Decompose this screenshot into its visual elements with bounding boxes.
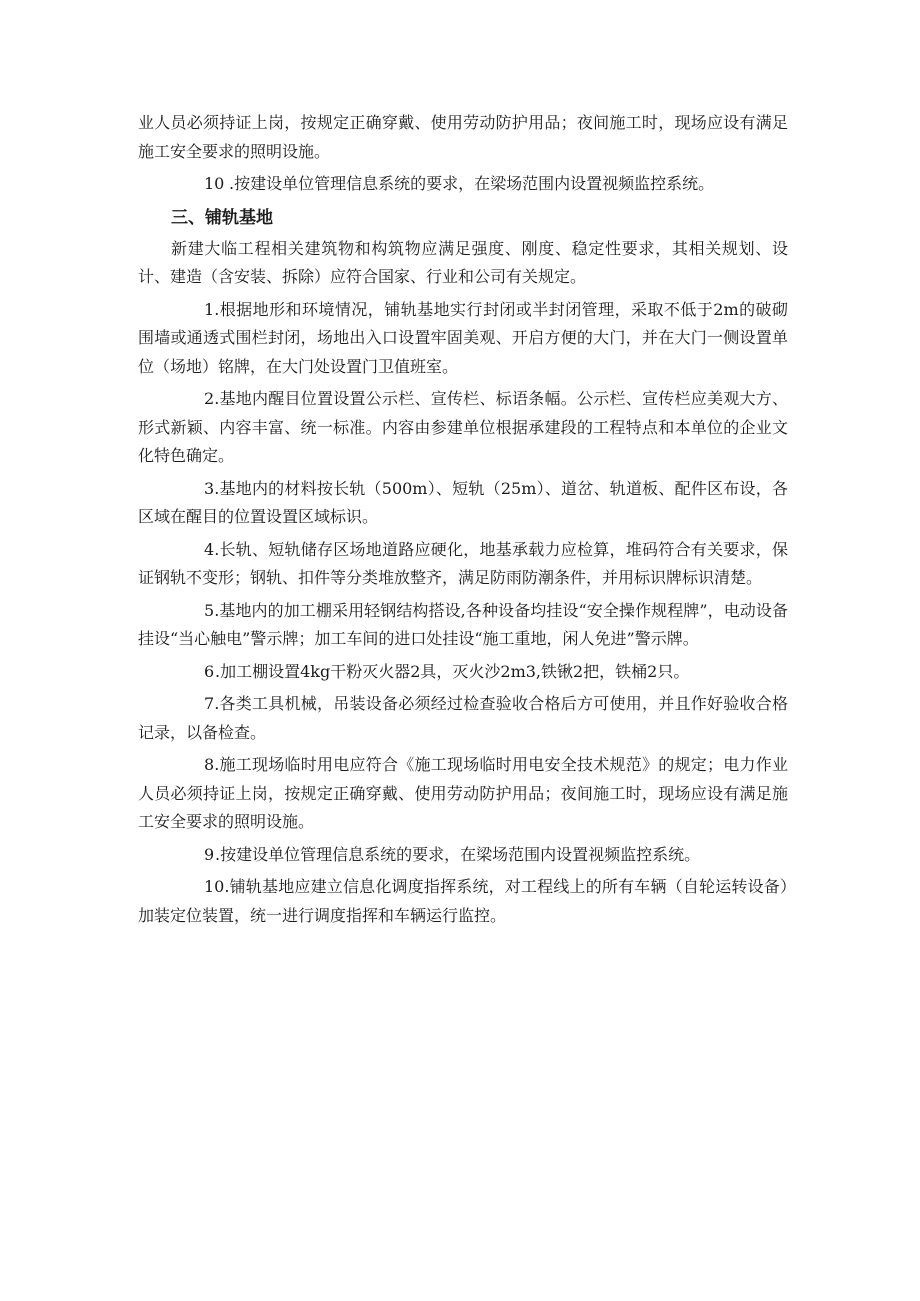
list-item: [138, 385, 788, 471]
prev-item-10: [138, 170, 788, 199]
item-text: .铺轨基地应建立信息化调度指挥系统，对工程线上的所有车辆（自轮运转设备）加装定位装置，统一进行调度指挥和车辆运行监控。: [138, 877, 788, 925]
item-number: 3: [204, 478, 215, 498]
list-item: [138, 841, 788, 870]
item-text: .施工现场临时用电应符合《施工现场临时用电安全技术规范》的规定；电力作业人员必须持证上岗，按规定正确穿戴、使用劳动防护用品；夜间施工时，现场应设有满足施工安全要求的照明设施。: [138, 755, 788, 831]
list-item: [138, 690, 788, 747]
item-number: 9: [204, 844, 215, 864]
item-number: 6: [204, 661, 215, 681]
item-number: 5: [204, 600, 215, 620]
item-number: 10: [204, 877, 225, 896]
item-text: .长轨、短轨储存区场地道路应硬化，地基承载力应检算，堆码符合有关要求，保证钢轨不变形；钢轨、扣件等分类堆放整齐，满足防雨防潮条件，并用标识牌标识清楚。: [138, 539, 788, 587]
item-text: .按建设单位管理信息系统的要求，在梁场范围内设置视频监控系统。: [229, 174, 715, 193]
document-page: [138, 109, 788, 934]
item-number: 1: [204, 299, 215, 319]
list-item: [138, 296, 788, 382]
item-text: .基地内醒目位置设置公示栏、宣传栏、标语条幅。公示栏、宣传栏应美观大方、形式新颖、内容丰富、统一标准。内容由参建单位根据承建段的工程特点和本单位的企业文化特色确定。: [138, 389, 788, 465]
list-item: [138, 536, 788, 593]
list-item: [138, 475, 788, 532]
item-text: .加工棚设置4kg干粉灭火器2具，灭火沙2m3,铁锹2把，铁桶2只。: [215, 661, 690, 681]
item-number: 8: [204, 755, 215, 774]
list-item: [138, 658, 788, 687]
section-intro: 新建大临工程相关建筑物和构筑物应满足强度、刚度、稳定性要求，其相关规划、设计、建造（含安装、拆除）应符合国家、行业和公司有关规定。: [138, 238, 788, 286]
list-item: [138, 751, 788, 837]
list-item: [138, 873, 788, 930]
list-item: [138, 597, 788, 654]
item-text: .基地内的材料按长轨（500m）、短轨（25m）、道岔、轨道板、配件区布设，各区域在醒目的位置设置区域标识。: [138, 478, 788, 526]
item-number: 7: [204, 694, 215, 713]
item-text: .按建设单位管理信息系统的要求，在梁场范围内设置视频监控系统。: [215, 844, 701, 864]
section-title: 三、铺轨基地: [171, 207, 273, 228]
item-text: .各类工具机械，吊装设备必须经过检查验收合格后方可使用，并且作好验收合格记录，以备检查。: [138, 694, 788, 742]
item-number: 4: [204, 539, 215, 559]
item-text: .基地内的加工棚采用轻钢结构搭设,各种设备均挂设“安全操作规程牌”，电动设备挂设“当心触电”警示牌；加工车间的进口处挂设“施工重地，闲人免进”警示牌。: [138, 600, 788, 648]
item-text: .根据地形和环境情况，铺轨基地实行封闭或半封闭管理，采取不低于2m的破砌围墙或通透式围栏封闭，场地出入口设置牢固美观、开启方便的大门，并在大门一侧设置单位（场地）铭牌，在大门处设置门卫值班室。: [138, 299, 788, 376]
continuation-paragraph: 业人员必须持证上岗，按规定正确穿戴、使用劳动防护用品；夜间施工时，现场应设有满足施工安全要求的照明设施。: [138, 113, 788, 161]
item-number: 2: [204, 389, 215, 408]
item-number: 10: [204, 174, 225, 193]
